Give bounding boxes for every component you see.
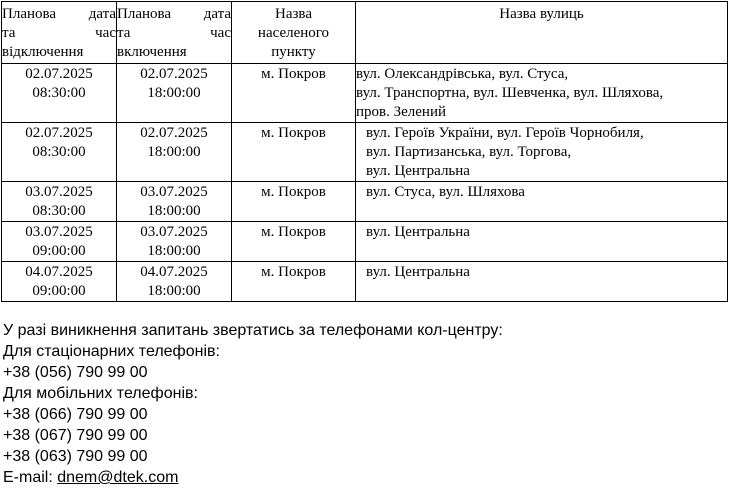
mobile-label: Для мобільних телефонів: bbox=[3, 385, 198, 402]
contact-info bbox=[3, 320, 503, 488]
off-date: 02.07.2025 bbox=[25, 125, 93, 141]
on-date: 04.07.2025 bbox=[140, 264, 208, 280]
street-line: вул. Транспортна, вул. Шевченка, вул. Шляхова, bbox=[356, 85, 664, 101]
mobile-phone: +38 (063) 790 99 00 bbox=[3, 448, 148, 465]
off-datetime bbox=[2, 64, 117, 123]
mobile-phone: +38 (067) 790 99 00 bbox=[3, 427, 148, 444]
street-line: вул. Олександрівська, вул. Стуса, bbox=[356, 66, 569, 82]
header-off-line-2: та час bbox=[2, 25, 116, 41]
on-datetime bbox=[117, 123, 232, 182]
street-list bbox=[356, 182, 728, 222]
table-row bbox=[2, 123, 728, 182]
table-row bbox=[2, 222, 728, 262]
table-row bbox=[2, 64, 728, 123]
header-streets-label: Назва вулиць bbox=[499, 6, 584, 22]
email-link[interactable]: dnem@dtek.com bbox=[57, 469, 179, 486]
table-header-row bbox=[2, 2, 728, 64]
off-date: 03.07.2025 bbox=[25, 184, 93, 200]
street-line: вул. Стуса, вул. Шляхова bbox=[366, 184, 525, 200]
street-line: вул. Центральна bbox=[366, 163, 470, 179]
mobile-phone: +38 (066) 790 99 00 bbox=[3, 406, 148, 423]
header-off-line-3: відключення bbox=[2, 44, 84, 60]
off-datetime bbox=[2, 262, 117, 302]
off-datetime bbox=[2, 222, 117, 262]
off-time: 08:30:00 bbox=[32, 144, 86, 160]
off-date: 04.07.2025 bbox=[25, 264, 93, 280]
street-line: вул. Центральна bbox=[366, 224, 470, 240]
header-off bbox=[2, 2, 117, 64]
street-line: вул. Центральна bbox=[366, 264, 470, 280]
street-line: вул. Партизанська, вул. Торгова, bbox=[366, 144, 572, 160]
header-on-line-1: Планова дата bbox=[117, 6, 231, 22]
email-line bbox=[3, 467, 503, 488]
header-on-line-2: та час bbox=[117, 25, 231, 41]
outage-schedule-table bbox=[1, 1, 728, 302]
street-line: пров. Зелений bbox=[356, 104, 447, 120]
contact-intro: У разі виникнення запитань звертатись за телефонами кол-центру: bbox=[3, 322, 503, 339]
landline-label: Для стаціонарних телефонів: bbox=[3, 343, 220, 360]
header-off-line-1: Планова дата bbox=[2, 6, 116, 22]
street-list bbox=[356, 64, 728, 123]
table-row bbox=[2, 262, 728, 302]
street-list bbox=[356, 262, 728, 302]
on-datetime bbox=[117, 222, 232, 262]
place-name: м. Покров bbox=[232, 64, 356, 123]
header-place-line-3: пункту bbox=[271, 44, 316, 60]
place-name: м. Покров bbox=[232, 262, 356, 302]
email-label: E-mail: bbox=[3, 469, 58, 486]
on-date: 02.07.2025 bbox=[140, 66, 208, 82]
place-name: м. Покров bbox=[232, 123, 356, 182]
on-datetime bbox=[117, 64, 232, 123]
on-time: 18:00:00 bbox=[147, 85, 201, 101]
header-place-line-2: населеного bbox=[257, 25, 330, 41]
header-on bbox=[117, 2, 232, 64]
table-row bbox=[2, 182, 728, 222]
off-time: 09:00:00 bbox=[32, 283, 86, 299]
street-list bbox=[356, 222, 728, 262]
street-line: вул. Героїв України, вул. Героїв Чорнобиля, bbox=[366, 125, 644, 141]
place-name: м. Покров bbox=[232, 222, 356, 262]
street-list bbox=[356, 123, 728, 182]
on-date: 02.07.2025 bbox=[140, 125, 208, 141]
landline-phone: +38 (056) 790 99 00 bbox=[3, 364, 148, 381]
off-date: 02.07.2025 bbox=[25, 66, 93, 82]
header-place bbox=[232, 2, 356, 64]
off-date: 03.07.2025 bbox=[25, 224, 93, 240]
on-datetime bbox=[117, 262, 232, 302]
on-time: 18:00:00 bbox=[147, 144, 201, 160]
header-streets bbox=[356, 2, 728, 64]
on-datetime bbox=[117, 182, 232, 222]
off-datetime bbox=[2, 182, 117, 222]
off-datetime bbox=[2, 123, 117, 182]
off-time: 09:00:00 bbox=[32, 243, 86, 259]
on-date: 03.07.2025 bbox=[140, 224, 208, 240]
header-place-line-1: Назва bbox=[275, 6, 312, 22]
on-date: 03.07.2025 bbox=[140, 184, 208, 200]
off-time: 08:30:00 bbox=[32, 85, 86, 101]
on-time: 18:00:00 bbox=[147, 283, 201, 299]
place-name: м. Покров bbox=[232, 182, 356, 222]
off-time: 08:30:00 bbox=[32, 203, 86, 219]
on-time: 18:00:00 bbox=[147, 203, 201, 219]
header-on-line-3: включення bbox=[117, 44, 187, 60]
on-time: 18:00:00 bbox=[147, 243, 201, 259]
